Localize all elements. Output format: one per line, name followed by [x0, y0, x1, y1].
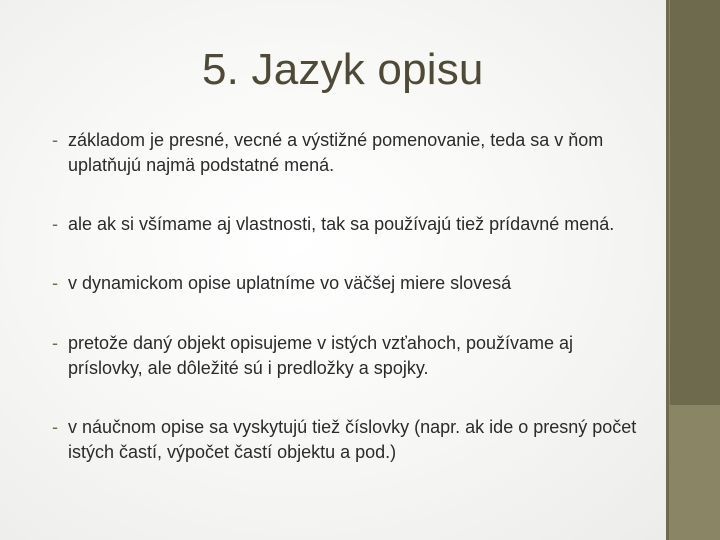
- bullet-item: [44, 331, 644, 381]
- decorative-sidebar: [666, 0, 720, 540]
- bullet-dash-icon: -: [52, 214, 58, 234]
- bullet-dash-icon: -: [52, 417, 58, 437]
- slide-title: 5. Jazyk opisu: [202, 45, 484, 94]
- bullet-dash-icon: -: [52, 273, 58, 293]
- bullet-dash-icon: -: [52, 333, 58, 353]
- bullet-item: [44, 415, 644, 465]
- bullet-item: [44, 212, 644, 237]
- bullet-list: [44, 128, 644, 499]
- bullet-text: ale ak si všímame aj vlastnosti, tak sa používajú tiež prídavné mená.: [68, 214, 615, 234]
- bullet-text: v dynamickom opise uplatníme vo väčšej miere slovesá: [68, 273, 512, 293]
- bullet-item: [44, 128, 644, 178]
- bullet-text: v náučnom opise sa vyskytujú tiež číslovky (napr. ak ide o presný počet istých častí, výpočet častí objektu a pod.): [68, 417, 637, 462]
- bullet-text: pretože daný objekt opisujeme v istých vzťahoch, používame aj príslovky, ale dôležité sú i predložky a spojky.: [68, 333, 574, 378]
- bullet-item: [44, 271, 644, 296]
- sidebar-accent-block: [669, 405, 720, 540]
- bullet-dash-icon: -: [52, 130, 58, 150]
- bullet-text: základom je presné, vecné a výstižné pomenovanie, teda sa v ňom uplatňujú najmä podstatné mená.: [68, 130, 604, 175]
